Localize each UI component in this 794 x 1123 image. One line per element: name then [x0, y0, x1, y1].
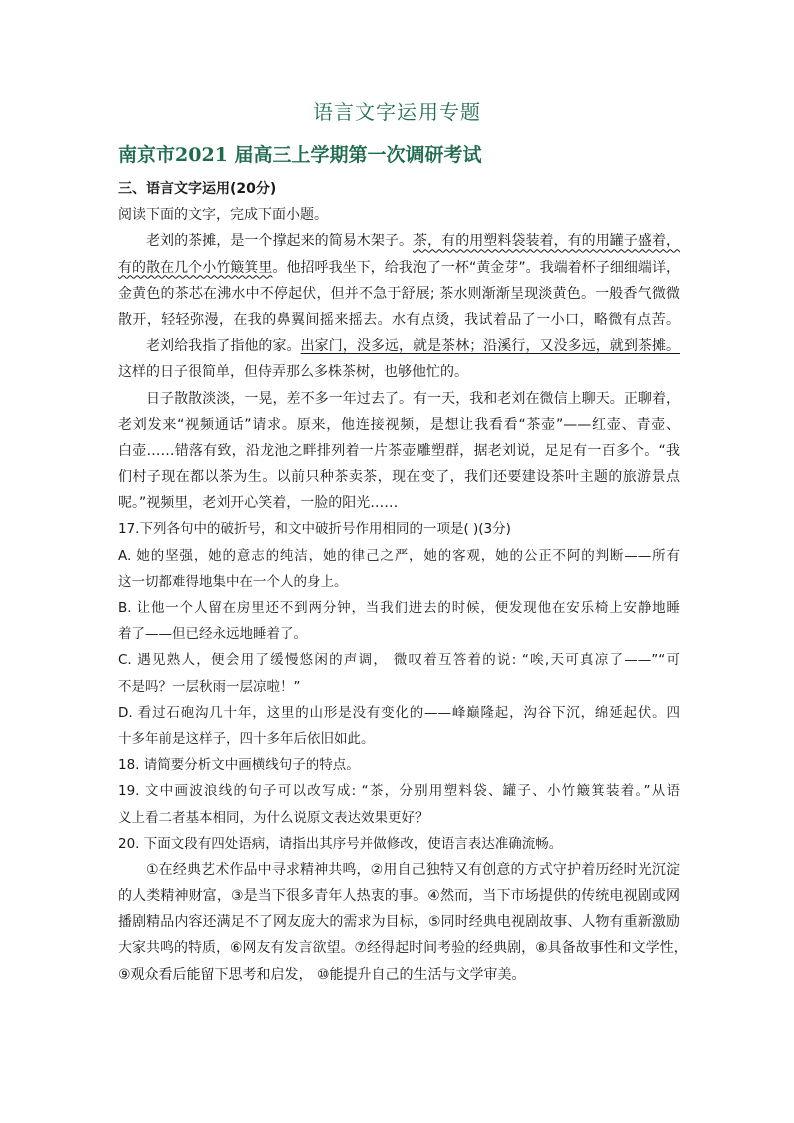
question-18: 18. 请简要分析文中画横线句子的特点。	[118, 757, 360, 774]
wavy-underlined-sentence: 茶，有的用塑料袋装着，有的用罐子盛着，	[413, 233, 681, 250]
instruction-text: 阅读下面的文字，完成下面小题。	[118, 207, 328, 224]
option-b: B. 让他一个人留在房里还不到两分钟，当我们进去的时候，便发现他在安乐椅上安静地睡	[118, 600, 680, 616]
passage-line	[118, 333, 680, 359]
q20-passage-line: 大家共鸣的特质，⑥网友有发言欲望。⑦经得起时间考验的经典剧，⑧具备故事性和文学性，	[118, 940, 688, 957]
q20-passage-line: 的人类精神财富，③是当下很多青年人热衷的事。④然而，当下市场提供的传统电视剧或网	[118, 888, 680, 905]
passage-line: 日子散散淡淡，一晃，差不多一年过去了。有一天，我和老刘在微信上聊天。正聊着，	[146, 390, 680, 407]
passage-line: 这样的日子很简单，但侍弄那么多株茶树，也够他忙的。	[118, 364, 468, 381]
question-17: 17.下列各句中的破折号，和文中破折号作用相同的一项是( )(3分)	[118, 521, 511, 538]
option-c: C. 遇见熟人，便会用了缓慢悠闲的声调， 微叹着互答着的说: “唉,天可真凉了——”“可	[118, 652, 680, 669]
q20-passage-line: 播剧精品内容还满足不了网友庞大的需求为目标，⑤同时经典电视剧故事、人物有重新激励	[118, 914, 680, 931]
passage-line: 白壶……错落有致，沿龙池之畔排列着一片茶壶雕塑群，据老刘说，足足有一百多个。“我	[118, 442, 680, 459]
exam-subtitle: 南京市2021 届高三上学期第一次调研考试	[118, 144, 482, 166]
passage-line: 老刘发来“视频通话”请求。原来，他连接视频，是想让我看看“茶壶”——红壶、青壶、	[118, 416, 680, 433]
option-b-cont: 着了——但已经永远地睡着了。	[118, 626, 307, 643]
passage-text: 。他招呼我坐下，给我泡了一杯“黄金芽”。我端着杯子细细端详，	[272, 259, 681, 276]
passage-text: 老刘给我指了指他的家。	[146, 338, 301, 355]
option-a-cont: 这一切都难得地集中在一个人的身上。	[118, 573, 348, 590]
passage-line	[118, 228, 680, 254]
section-heading: 三、语言文字运用(20分)	[118, 181, 277, 197]
q20-passage-line: ①在经典艺术作品中寻求精神共鸣，②用自己独特又有创意的方式守护着历经时光沉淀	[146, 861, 680, 878]
passage-text: 老刘的茶摊，是一个撑起来的简易木架子。	[146, 233, 414, 250]
underlined-sentence: 出家门，没多远，就是茶林；沿溪行，又没多远，就到茶摊。	[300, 338, 681, 355]
option-d: D. 看过石砲沟几十年，这里的山形是没有变化的——峰巅隆起，沟谷下沉，绵延起伏。四	[118, 704, 680, 721]
question-19: 19. 文中画波浪线的句子可以改写成: “茶，分别用塑料袋、罐子、小竹簸箕装着。”从语	[118, 783, 680, 800]
page-title: 语言文字运用专题	[313, 100, 481, 124]
question-19-cont: 义上看二者基本相同，为什么说原文表达效果更好？	[118, 809, 429, 826]
passage-line: 呢。”视频里，老刘开心笑着，一脸的阳光……	[118, 495, 399, 512]
q20-passage-line: ⑨观众看后能留下思考和启发， ⑩能提升自己的生活与文学审美。	[118, 966, 526, 983]
passage-line: 金黄色的茶芯在沸水中不停起伏，但并不急于舒展; 茶水则渐渐呈现淡黄色。一般香气微微	[118, 285, 680, 302]
document-body	[118, 176, 688, 988]
passage-line: 散开，轻轻弥漫，在我的鼻翼间摇来摇去。水有点烫，我试着品了一小口，略微有点苦。	[118, 311, 680, 328]
passage-line	[118, 255, 680, 281]
wavy-underlined-sentence: 有的散在几个小竹簸箕里	[118, 259, 273, 276]
option-d-cont: 十多年前是这样子，四十多年后依旧如此。	[118, 730, 375, 747]
option-c-cont: 不是吗？一层秋雨一层凉啦！”	[118, 678, 301, 695]
option-a: A. 她的坚强，她的意志的纯洁，她的律己之严，她的客观，她的公正不阿的判断——所有	[118, 547, 680, 564]
question-20: 20. 下面文段有四处语病，请指出其序号并做修改，使语言表达准确流畅。	[118, 835, 563, 852]
passage-line: 们村子现在都以茶为生。以前只种茶卖茶，现在变了，我们还要建设茶叶主题的旅游景点	[118, 469, 680, 486]
